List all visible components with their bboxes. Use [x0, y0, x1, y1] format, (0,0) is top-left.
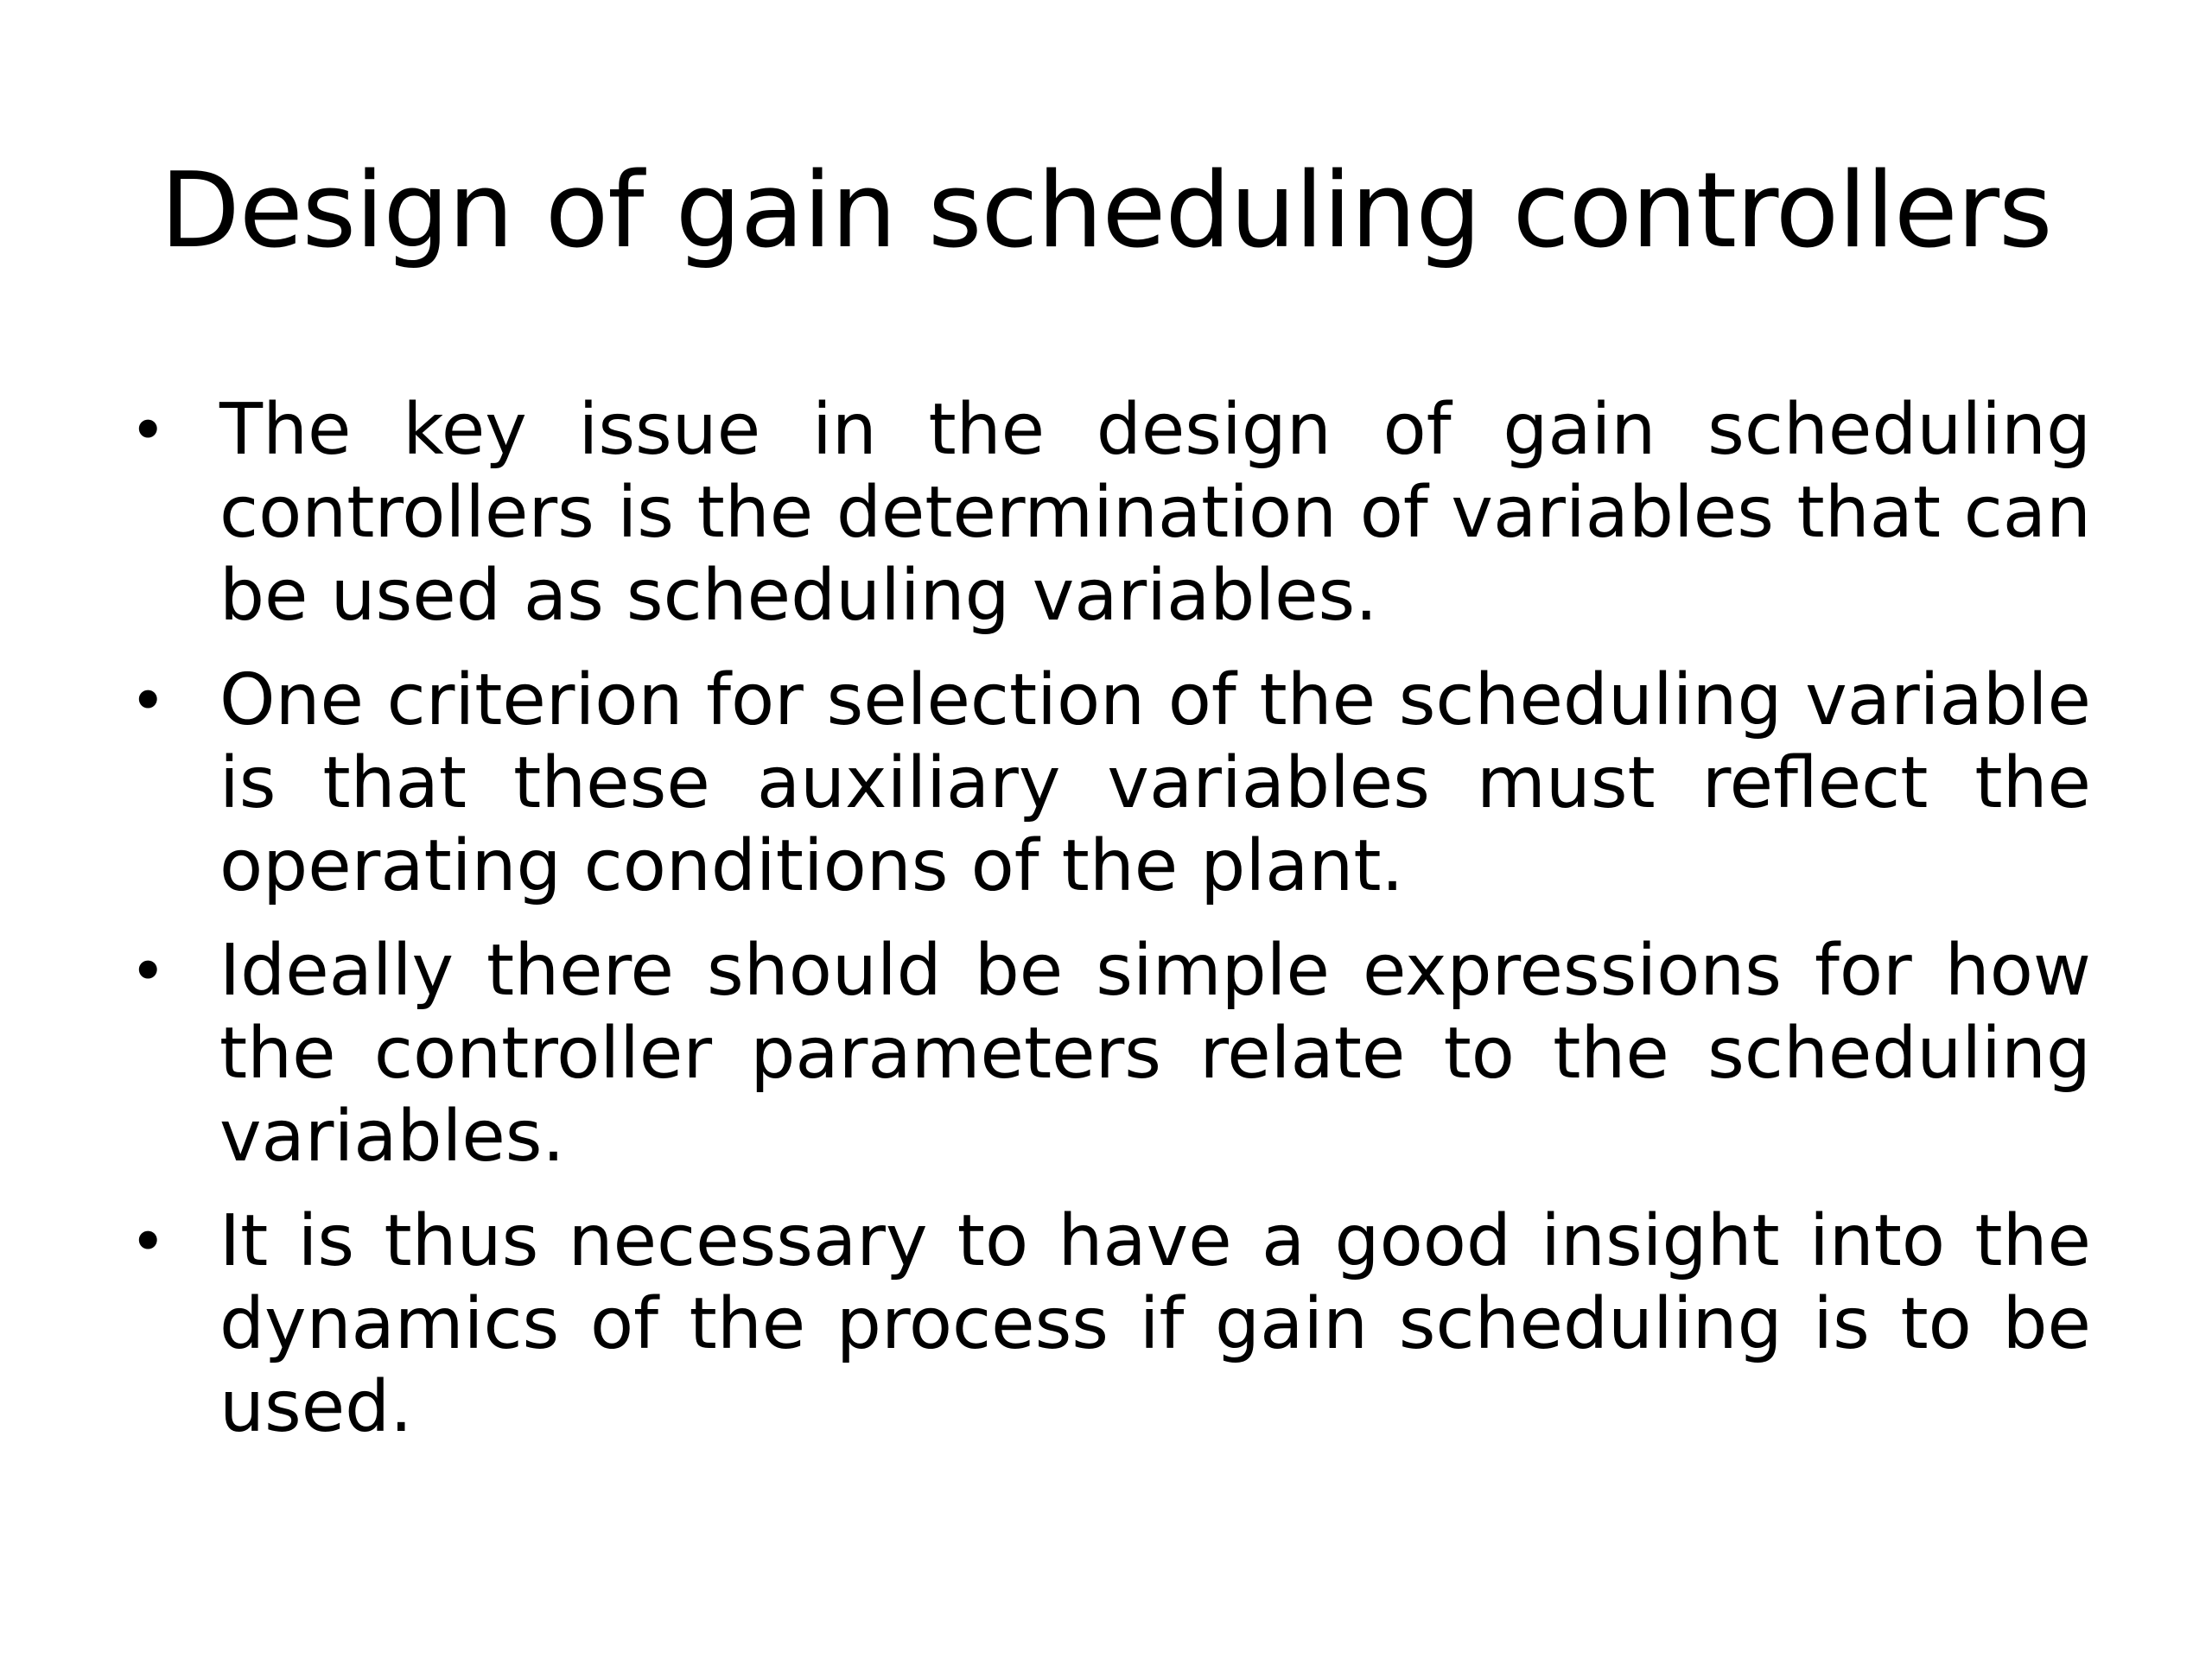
bullet-item: [130, 930, 2091, 1179]
bullet-text: One criterion for selection of the scheduling variable is that these auxiliary variables must reflect the operating conditions of the plant.: [219, 659, 2091, 907]
bullet-dot-icon: •: [130, 394, 167, 467]
bullet-text: The key issue in the design of gain scheduling controllers is the determination of variables that can be used as scheduling variables.: [219, 389, 2091, 637]
bullet-dot-icon: •: [130, 1205, 167, 1278]
bullet-text: It is thus necessary to have a good insight into the dynamics of the process if gain scheduling is to be used.: [219, 1200, 2091, 1448]
bullet-item: [130, 1200, 2091, 1449]
bullet-item: [130, 389, 2091, 638]
bullet-dot-icon: •: [130, 935, 167, 1007]
bullet-text: Ideally there should be simple expressions for how the controller parameters relate to the scheduling variables.: [219, 930, 2091, 1178]
bullet-list: [130, 389, 2091, 1471]
bullet-dot-icon: •: [130, 664, 167, 737]
slide-title: Design of gain scheduling controllers: [160, 151, 2052, 271]
bullet-item: [130, 659, 2091, 908]
